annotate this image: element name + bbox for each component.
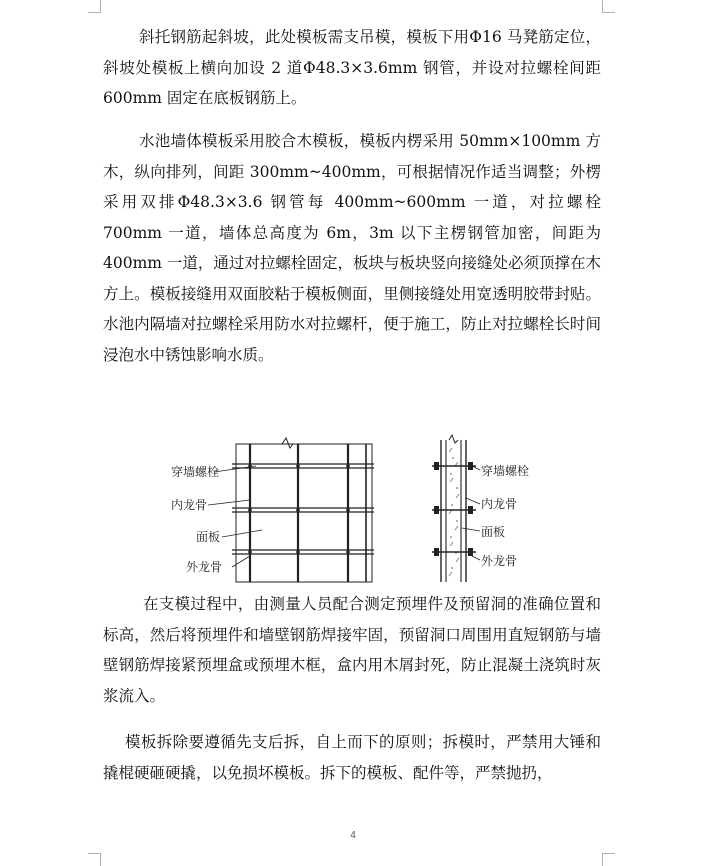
- crop-mark-top-left: [88, 0, 101, 13]
- paragraph-slope-formwork: 斜托钢筋起斜坡，此处模板需支吊模，模板下用Φ16 马凳筋定位，斜坡处模板上横向加设 2 道Φ48.3×3.6mm 钢管，并设对拉螺栓间距 600mm 固定在底板钢筋上。: [103, 28, 601, 107]
- front-label-inner-joist: 内龙骨: [171, 498, 208, 512]
- crop-mark-bottom-right: [602, 853, 615, 866]
- crop-mark-top-right: [602, 0, 615, 13]
- front-label-wall-bolt: 穿墙螺栓: [171, 465, 220, 479]
- side-label-wall-bolt: 穿墙螺栓: [481, 464, 530, 478]
- crop-mark-bottom-left: [88, 853, 101, 866]
- paragraph-formwork-removal: 模板拆除要遵循先支后拆，自上而下的原则；拆模时，严禁用大锤和撬棍硬砸硬撬，以免损坏模板。拆下的模板、配件等，严禁抛扔，: [103, 733, 601, 782]
- front-label-outer-waler: 外龙骨: [186, 560, 223, 574]
- side-label-face-panel: 面板: [481, 525, 506, 539]
- side-label-outer-waler: 外龙骨: [481, 554, 518, 568]
- side-label-inner-joist: 内龙骨: [481, 497, 518, 511]
- front-label-face-panel: 面板: [196, 530, 221, 544]
- paragraph-pool-wall-formwork: 水池墙体模板采用胶合木模板，模板内楞采用 50mm×100mm 方木，纵向排列，间距 300mm~400mm，可根据情况作适当调整；外楞采用双排Φ48.3×3.6 钢管每 400mm~600mm 一道，对拉螺栓 700mm 一道，墙体总高度为 6m，3m 以下主楞钢管加密，间距为 400mm 一道，通过对拉螺栓固定，板块与板块竖向接缝处必须顶撑在木方上。模板接缝用双面胶粘于模板侧面，里侧接缝处用宽透明胶带封贴。水池内隔墙对拉螺栓采用防水对拉螺杆，便于施工，防止对拉螺栓长时间浸泡水中锈蚀影响水质。: [103, 132, 601, 364]
- side-view-diagram: [432, 435, 480, 582]
- paragraph-embedded-parts: 在支模过程中，由测量人员配合测定预埋件及预留洞的准确位置和标高，然后将预埋件和墙壁钢筋焊接牢固，预留洞口周围用直短钢筋与墙壁钢筋焊接紧预埋盒或预埋木框，盒内用木屑封死，防止混凝土浇筑时灰浆流入。: [103, 595, 601, 705]
- page-number: 4: [350, 830, 356, 841]
- front-view-diagram: [208, 438, 374, 582]
